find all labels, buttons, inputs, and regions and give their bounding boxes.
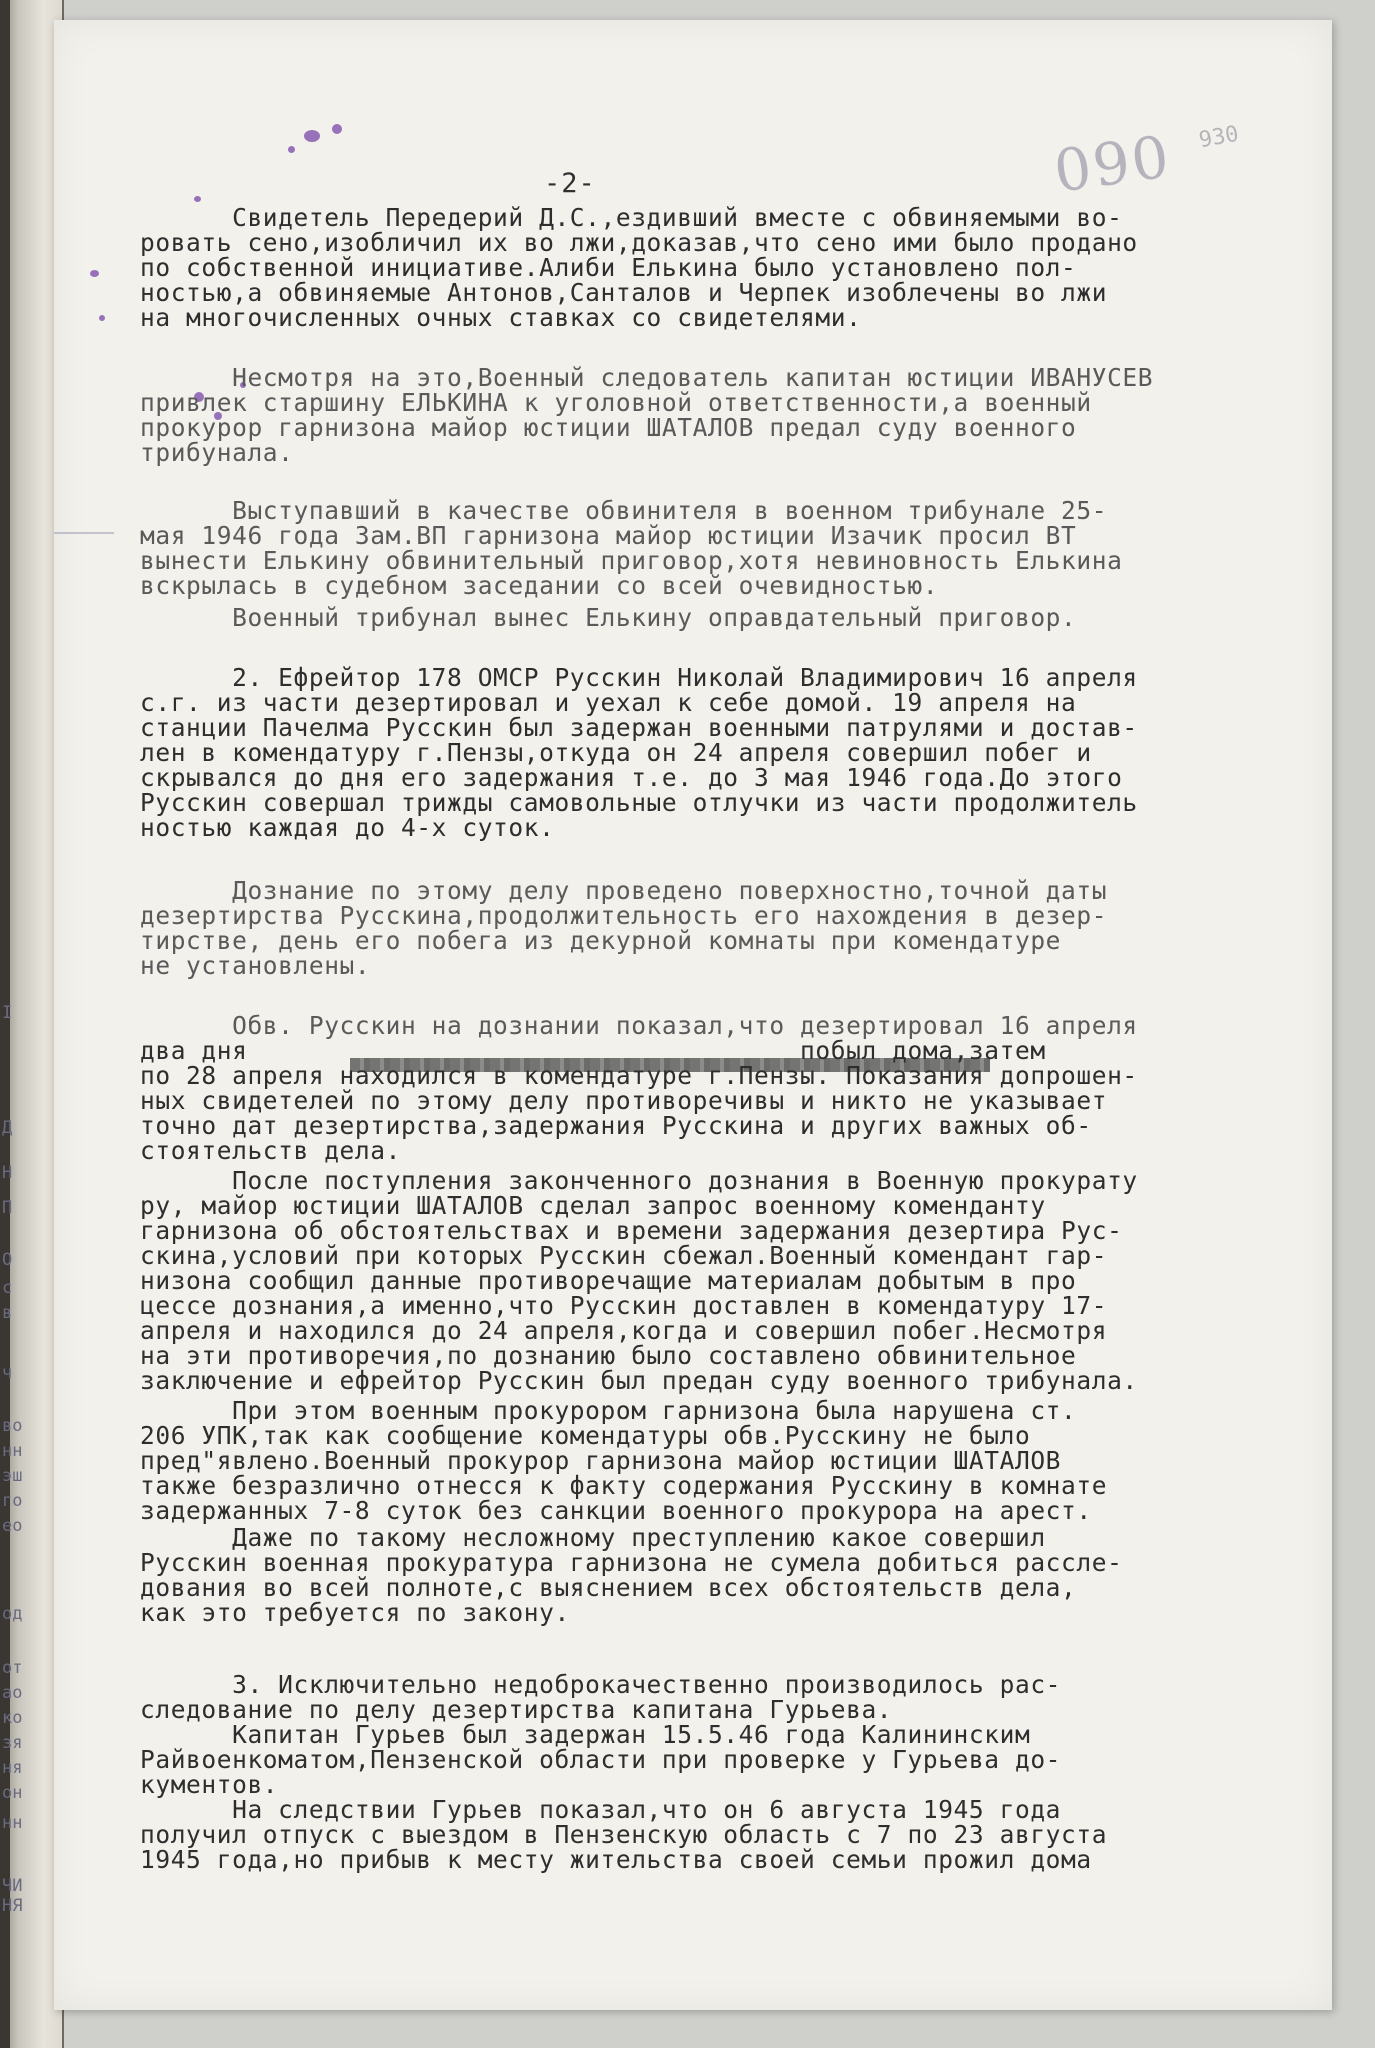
document-line: кументов. [140,1770,279,1799]
document-line: мая 1946 года Зам.ВП гарнизона майор юстиции Изачик просил ВТ [140,521,1077,550]
document-line: 2. Ефрейтор 178 ОМСР Русскин Николай Владимирович 16 апреля [140,663,1138,692]
document-line: также безразлично отнесся к факту содержания Русскину в комнате [140,1471,1108,1500]
archive-stamp: 930 [1197,121,1241,154]
margin-fragment: ня [2,1758,23,1778]
document-line: получил отпуск с выездом в Пензенскую область с 7 по 23 августа [140,1820,1108,1849]
document-line: трибунала. [140,438,294,467]
document-line: цессе дознания,а именно,что Русскин доставлен в комендатуру 17- [140,1291,1108,1320]
ink-blot [304,130,320,142]
document-line: гарнизона об обстоятельствах и времени задержания дезертира Рус- [140,1216,1123,1245]
margin-fragment: О [2,1250,13,1270]
document-line: Дознание по этому делу проведено поверхностно,точной даты [140,876,1108,905]
document-line: вынести Елькину обвинительный приговор,хотя невиновность Елькина [140,546,1123,575]
margin-fragment: ео [2,1516,23,1536]
document-line: При этом военным прокурором гарнизона была нарушена ст. [140,1396,1077,1425]
document-line: на многочисленных очных ставках со свидетелями. [140,303,862,332]
document-line: станции Пачелма Русскин был задержан военными патрулями и достав- [140,713,1138,742]
document-line: апреля и находился до 24 апреля,когда и совершил побег.Несмотря [140,1316,1108,1345]
document-line: 1945 года,но прибыв к месту жительства своей семьи прожил дома [140,1845,1092,1874]
archive-number: 090 [1049,122,1175,206]
document-line: по 28 апреля находился в комендатуре г.Пензы. Показания допрошен- [140,1061,1138,1090]
ink-blot [288,146,295,153]
margin-fragment: эш [2,1466,23,1486]
document-line: ровать сено,изобличил их во лжи,доказав,что сено ими было продано [140,228,1138,257]
document-line: пред"явлено.Военный прокурор гарнизона майор юстиции ШАТАЛОВ [140,1446,1062,1475]
document-line: Русскин совершал трижды самовольные отлучки из части продолжитель [140,788,1138,817]
document-line: Русскин военная прокуратура гарнизона не сумела добиться рассле- [140,1548,1123,1577]
margin-fragment: го [2,1491,23,1511]
document-line: заключение и ефрейтор Русскин был предан суду военного трибунала. [140,1366,1138,1395]
document-line: два дня побыл дома,затем [140,1036,1046,1065]
margin-fragment: с [2,1278,13,1298]
page-number: -2- [544,168,596,199]
document-line: задержанных 7-8 суток без санкции военного прокурора на арест. [140,1496,1092,1525]
document-line: Выступавший в качестве обвинителя в военном трибунале 25- [140,496,1108,525]
document-line: точно дат дезертирства,задержания Русскина и других важных об- [140,1111,1092,1140]
document-line: 3. Исключительно недоброкачественно производилось рас- [140,1670,1062,1699]
margin-fragment: в [2,1303,13,1323]
pen-mark [54,532,114,534]
document-line: ностью,а обвиняемые Антонов,Санталов и Черпек изоблечены во лжи [140,278,1108,307]
document-line: дезертирства Русскина,продолжительность его нахождения в дезер- [140,901,1108,930]
margin-fragment: од [2,1604,23,1624]
document-line: скрывался до дня его задержания т.е. до 3 мая 1946 года.До этого [140,763,1123,792]
margin-fragment: во [2,1416,23,1436]
ink-blot [99,315,105,321]
margin-fragment: ч [2,1363,13,1383]
margin-fragment: нн [2,1813,23,1833]
document-line: с.г. из части дезертировал и уехал к себе домой. 19 апреля на [140,688,1077,717]
document-line: Обв. Русскин на дознании показал,что дезертировал 16 апреля [140,1011,1138,1040]
document-line: не установлены. [140,951,371,980]
document-line: Даже по такому несложному преступлению какое совершил [140,1523,1046,1552]
margin-fragment: ао [2,1683,23,1703]
margin-fragment: он [2,1783,23,1803]
document-line: следование по делу дезертирства капитана Гурьева. [140,1695,893,1724]
margin-fragment: от [2,1658,23,1678]
document-line: по собственной инициативе.Алиби Елькина было установлено пол- [140,253,1077,282]
ink-blot [90,270,99,277]
document-line: дования во всей полноте,с выяснением всех обстоятельств дела, [140,1573,1077,1602]
margin-fragment: нн [2,1441,23,1461]
document-line: привлек старшину ЕЛЬКИНА к уголовной ответственности,а военный [140,388,1092,417]
document-line: стоятельств дела. [140,1136,401,1165]
document-line: ностью каждая до 4-х суток. [140,813,555,842]
document-line: лен в комендатуру г.Пензы,откуда он 24 апреля совершил побег и [140,738,1092,767]
document-line: как это требуется по закону. [140,1598,570,1627]
document-line: ру, майор юстиции ШАТАЛОВ сделал запрос военному коменданту [140,1191,1046,1220]
document-line: на эти противоречия,по дознанию было составлено обвинительное [140,1341,1077,1370]
document-line: Свидетель Передерий Д.С.,ездивший вместе с обвиняемыми во- [140,203,1123,232]
document-line: тирстве, день его побега из декурной комнаты при комендатуре [140,926,1062,955]
margin-fragment: зя [2,1733,23,1753]
margin-fragment: I [2,1003,13,1023]
document-line: 206 УПК,так как сообщение комендатуры обв.Русскину не было [140,1421,1031,1450]
document-line: низона сообщил данные противоречащие материалам добытым в про [140,1266,1077,1295]
document-line: Райвоенкоматом,Пензенской области при проверке у Гурьева до- [140,1745,1062,1774]
document-line: вскрылась в судебном заседании со всей очевидностью. [140,571,939,600]
document-line: ных свидетелей по этому делу противоречивы и никто не указывает [140,1086,1108,1115]
document-line: Военный трибунал вынес Елькину оправдательный приговор. [140,603,1077,632]
document-line: Капитан Гурьев был задержан 15.5.46 года Калининским [140,1720,1031,1749]
margin-fragment: Д [2,1118,13,1138]
margin-fragment: ко [2,1708,23,1728]
margin-fragment: НЯ [2,1896,23,1916]
margin-fragment: Н [2,1163,13,1183]
ink-blot [332,124,342,134]
margin-fragment: П [2,1198,13,1218]
document-line: На следствии Гурьев показал,что он 6 августа 1945 года [140,1795,1062,1824]
document-line: прокурор гарнизона майор юстиции ШАТАЛОВ предал суду военного [140,413,1077,442]
document-line: Несмотря на это,Военный следователь капитан юстиции ИВАНУСЕВ [140,363,1154,392]
ink-blot [194,196,201,202]
document-line: После поступления законченного дознания в Военную прокурату [140,1166,1138,1195]
margin-fragment: ЧИ [2,1876,23,1896]
document-line: скина,условий при которых Русскин сбежал.Военный комендант гар- [140,1241,1108,1270]
